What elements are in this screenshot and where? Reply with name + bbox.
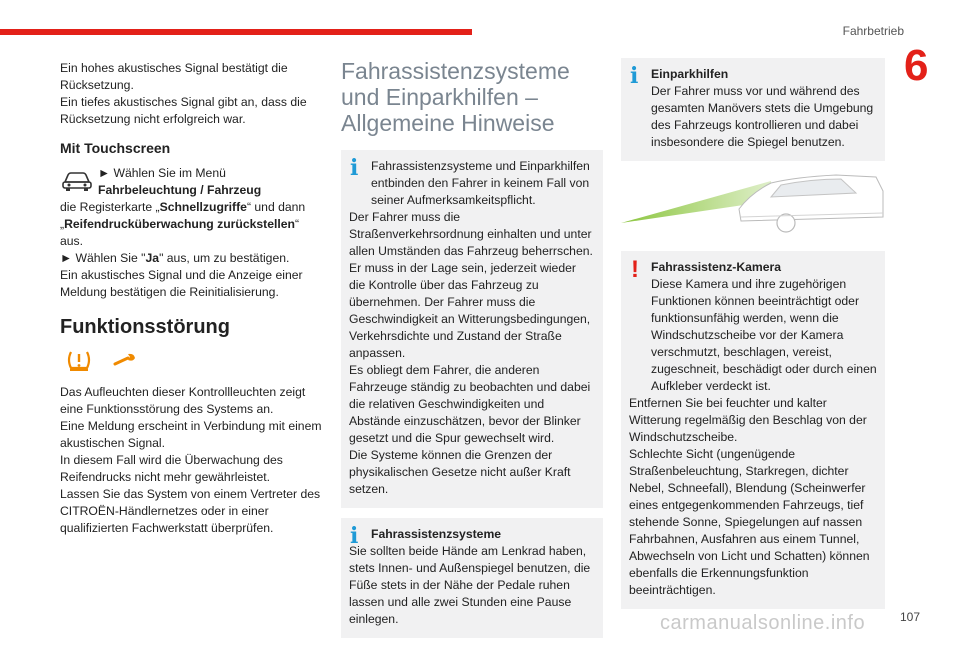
watermark: carmanualsonline.info (660, 612, 866, 634)
touchscreen-step2-a: ► Wählen Sie " (60, 251, 146, 265)
alert-box-line: Entfernen Sie bei feuchter und kalter Witterung regelmäßig den Beschlag von der Windschutzscheibe. (629, 396, 867, 444)
info-box-title: Einparkhilfen (651, 67, 729, 81)
info-box-parking (621, 58, 885, 161)
yes-label: Ja (145, 251, 160, 265)
shortcuts-tab-label: Schnellzugriffe (159, 200, 247, 214)
malfunction-heading: Funktionsstörung (60, 316, 230, 338)
reset-fail-text: Ein tiefes akustisches Signal gibt an, dass die Rücksetzung nicht erfolgreich war. (60, 95, 307, 126)
warning-lamps (66, 348, 322, 372)
malfunction-line: Eine Meldung erscheint in Verbindung mit einem akustischen Signal. (60, 419, 322, 450)
reset-confirm-text: Ein hohes akustisches Signal bestätigt die Rücksetzung. (60, 61, 288, 92)
touchscreen-step1-a: ► Wählen Sie im Menü (98, 166, 226, 180)
touchscreen-step2-b: " aus, um zu bestätigen. (159, 251, 290, 265)
service-wrench-icon (112, 350, 138, 370)
info-box-text: Sie sollten beide Hände am Lenkrad haben, stets Innen- und Außenspiegel benutzen, die Füße stets in der Nähe der Pedale ruhen lassen und alle zwei Stunden eine Pause einlegen. (349, 544, 591, 626)
touchscreen-heading: Mit Touchscreen (60, 140, 171, 156)
chapter-title: Fahrbetrieb (842, 24, 904, 38)
info-box-line: Die Systeme können die Grenzen der physikalischen Gesetze nicht außer Kraft setzen. (349, 448, 571, 496)
section-title: Fahrassistenzsysteme und Einparkhilfen – Allgemeine Hinweise (341, 58, 570, 136)
malfunction-line: Das Aufleuchten dieser Kontrollleuchten zeigt eine Funktionsstörung des Systems an. (60, 385, 306, 416)
alert-box-title: Fahrassistenz-Kamera (651, 260, 782, 274)
header-accent-bar (0, 29, 472, 35)
alert-box-camera (621, 251, 885, 609)
touchscreen-step1-c: “ und dann „ (60, 200, 306, 231)
info-icon: i (350, 523, 359, 549)
info-box-general (341, 150, 603, 508)
camera-field-illustration (621, 171, 885, 237)
tyre-pressure-warning-icon (66, 348, 92, 372)
menu-path-label: Fahrbeleuchtung / Fahrzeug (98, 183, 262, 197)
info-box-title: Fahrassistenzsysteme (371, 527, 502, 541)
info-box-driving-assist (341, 518, 603, 638)
info-icon: i (630, 63, 639, 89)
reinit-confirm-text: Ein akustisches Signal und die Anzeige einer Meldung bestätigen die Reinitialisierung. (60, 268, 303, 299)
info-box-line: Der Fahrer muss die Straßenverkehrsordnung einhalten und unter allen Umständen das Fahrzeug beherrschen. Er muss in der Lage sein, jederzeit wieder die Kontrolle über das Fahrzeug zu übernehmen. Der Fahrer muss die Geschwindigkeit an Witterungsbedingungen, Verkehrsdichte und Zustand der Straße anpassen. (349, 210, 593, 360)
info-box-line: Fahrassistenzsysteme und Einparkhilfen entbinden den Fahrer in keinem Fall von seiner Aufmerksamkeitspflicht. (371, 159, 590, 207)
malfunction-line: Lassen Sie das System von einem Vertreter des CITROËN-Händlernetzes oder in einer qualifizierten Fachwerkstatt überprüfen. (60, 487, 321, 535)
vehicle-menu-icon (60, 165, 94, 195)
malfunction-text (60, 384, 322, 537)
touchscreen-step1-d: “ aus. (60, 217, 300, 248)
info-icon: i (350, 155, 359, 181)
reset-tpms-label: Reifendrucküberwachung zurückstellen (64, 217, 296, 231)
chapter-number: 6 (904, 41, 929, 90)
page-number: 107 (900, 610, 921, 624)
info-box-line: Es obliegt dem Fahrer, die anderen Fahrzeuge ständig zu beobachten und dabei die relativen Geschwindigkeiten und Abstände einzuschätzen, bevor der Blinker gesetzt und die Spur gewechselt wird. (349, 363, 591, 445)
column-left (60, 60, 322, 537)
column-middle (341, 58, 603, 648)
touchscreen-instructions (60, 165, 322, 301)
alert-box-line: Schlechte Sicht (ungenügende Straßenbeleuchtung, Starkregen, dichter Nebel, Schneefall), Blendung (Scheinwerfer eines entgegenkommenden Fahrzeugs, tief stehende Sonne, Spiegelungen auf nassen Fahrbahnen, Ausfahren aus einem Tunnel, Abwechseln von Licht und Schatten) können ebenfalls die Erkennungsfunktion beeinträchtigen. (629, 447, 870, 597)
touchscreen-step1-b: die Registerkarte „ (60, 200, 160, 214)
alert-box-line: Diese Kamera und ihre zugehörigen Funktionen können beeinträchtigt oder funktionsunfähig werden, wenn die Windschutzscheibe vor der Kamera verschmutzt, beschlagen, vereist, zugeschneit, beschädigt oder durch einen Aufkleber verdeckt ist. (651, 277, 877, 393)
info-box-text: Der Fahrer muss vor und während des gesamten Manövers stets die Umgebung des Fahrzeugs kontrollieren und dabei insbesondere die Spiegel benutzen. (651, 84, 874, 149)
malfunction-line: In diesem Fall wird die Überwachung des Reifendrucks nicht mehr gewährleistet. (60, 453, 283, 484)
column-right (621, 58, 885, 619)
warning-exclamation-icon: ! (631, 256, 639, 283)
